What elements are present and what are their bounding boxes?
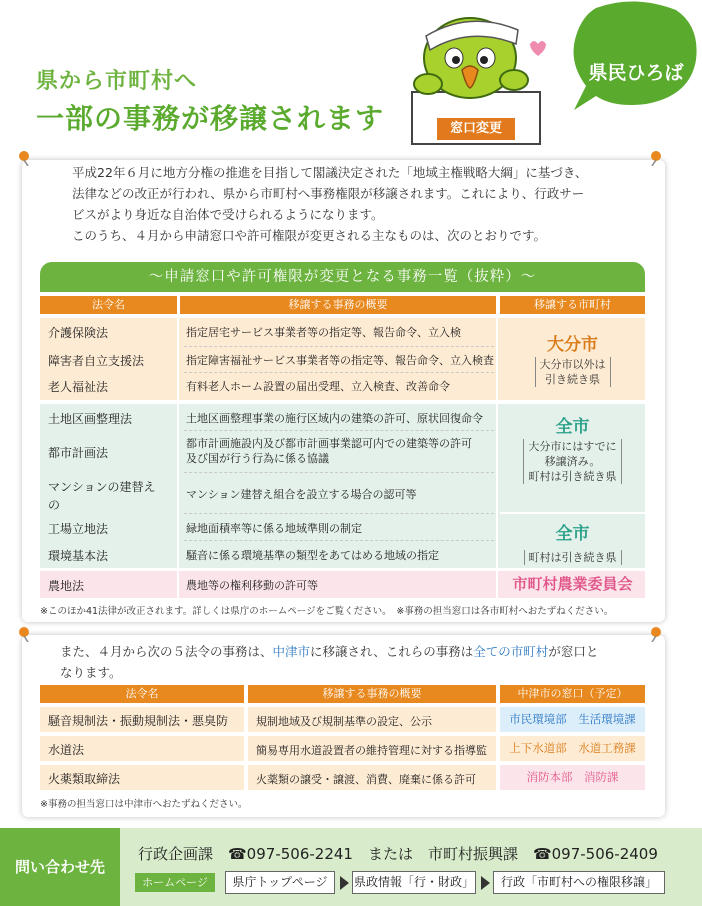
law-name: 障害者自立支援法 — [48, 354, 145, 368]
column-header-summary: 移譲する事務の概要 — [180, 296, 496, 314]
breadcrumb-finance[interactable]: 県政情報「行・財政」 — [352, 871, 476, 894]
intro-text: 平成22年６月に地方分権の推進を目指して閣議決定された「地域主権戦略大綱」に基づき、 法律などの改正が行われ、県から市町村へ事務権限が移譲されます。これにより、行政サー ビスがより身近な自治体で受けられるようになります。 このうち、４月から申請窓口や許可権限が変更される主なものは、次のとおりです。 — [72, 165, 588, 243]
law-summary: 指定障害福祉サービス事業者等の指定等、報告命令、立入検査 — [186, 354, 494, 367]
window-nakatsu: 消防本部 消防課 — [500, 765, 645, 790]
law-name: 工場立地法 — [48, 522, 109, 536]
page-title: 一部の事務が移譲されます — [36, 102, 385, 135]
law-summary: 指定居宅サービス事業者等の指定等、報告命令、立入検 — [186, 326, 461, 339]
target-farmland: 市町村農業委員会 — [512, 575, 633, 593]
law-summary: 緑地面積率等に係る地域準則の制定 — [186, 522, 362, 535]
breadcrumb-top[interactable]: 県庁トップページ — [225, 871, 335, 894]
law-name: 騒音規制法・振動規制法・悪臭防 — [48, 714, 229, 728]
law-summary: 規制地域及び規制基準の設定、公示 — [256, 715, 432, 728]
pushpin-icon — [16, 150, 32, 166]
section2-note: ※事務の担当窓口は中津市へおたずねください。 — [40, 799, 248, 810]
box-label: 窓口変更 — [437, 118, 515, 140]
law-summary: 火薬類の譲受・譲渡、消費、廃棄に係る許可 — [256, 773, 476, 786]
law-summary: 騒音に係る環境基準の類型をあてはめる地域の指定 — [186, 549, 439, 562]
law-summary: 農地等の権利移動の許可等 — [186, 579, 318, 592]
target-oita: 大分市 大分市以外は 引き続き県 — [500, 330, 645, 387]
arrow-right-icon — [340, 876, 349, 890]
law-name: 土地区画整理法 — [48, 412, 133, 426]
column-header-summary: 移譲する事務の概要 — [248, 685, 496, 703]
arrow-right-icon — [481, 876, 490, 890]
law-summary: 都市計画施設内及び都市計画事業認可内での建築等の許可 及び国が行う行為に係る協議 — [186, 437, 472, 465]
table-note: ※このほか41法律が改正されます。詳しくは県庁のホームページをご覧ください。 ※事務の担当窓口は各市町村へおたずねください。 — [40, 606, 614, 617]
law-summary: 有料老人ホーム設置の届出受理、立入検査、改善命令 — [186, 380, 450, 393]
contact-tab: 問い合わせ先 — [0, 828, 120, 906]
law-name: 環境基本法 — [48, 549, 109, 563]
law-summary: 簡易専用水道設置者の維持管理に対する指導監 — [256, 744, 487, 757]
column-header-window: 中津市の窓口（予定） — [500, 685, 645, 703]
law-summary: マンション建替え組合を設立する場合の認可等 — [186, 488, 417, 501]
section2-text: また、４月から次の５法令の事務は、中津市に移譲され、これらの事務は全ての市町村が窓口と なります。 — [60, 644, 599, 680]
law-name: 都市計画法 — [48, 446, 109, 460]
hiroba-badge: 県民ひろば — [588, 62, 684, 84]
column-header-law: 法令名 — [40, 296, 177, 314]
law-name: 水道法 — [48, 743, 85, 757]
law-name: 農地法 — [48, 579, 85, 593]
pushpin-icon — [16, 626, 32, 642]
contact-info: 行政企画課 ☎097-506-2241 または 市町村振興課 ☎097-506-2409 — [138, 845, 658, 863]
homepage-label: ホームページ — [135, 873, 215, 892]
table-banner: ～申請窓口や許可権限が変更となる事務一覧（抜粋）～ — [40, 262, 645, 292]
law-summary: 土地区画整理事業の施行区域内の建築の許可、原状回復命令 — [186, 412, 483, 425]
header-subtitle: 県から市町村へ — [36, 69, 198, 94]
window-nakatsu: 上下水道部 水道工務課 — [500, 736, 645, 761]
law-name: マンションの建替え の — [48, 480, 156, 512]
law-name: 老人福祉法 — [48, 380, 109, 394]
window-nakatsu: 市民環境部 生活環境課 — [500, 707, 645, 732]
breadcrumb-transfer[interactable]: 行政「市町村への権限移譲」 — [493, 871, 665, 894]
law-name: 火薬類取締法 — [48, 772, 121, 786]
target-allcities: 全市 大分市にはすでに 移譲済み。 町村は引き続き県 — [500, 412, 645, 484]
law-name: 介護保険法 — [48, 326, 109, 340]
column-header-law: 法令名 — [40, 685, 244, 703]
pushpin-icon — [648, 626, 664, 642]
speech-bubble-icon — [566, 0, 702, 112]
column-header-municipality: 移譲する市町村 — [500, 296, 645, 314]
target-allcities-2: 全市 町村は引き続き県 — [500, 519, 645, 565]
